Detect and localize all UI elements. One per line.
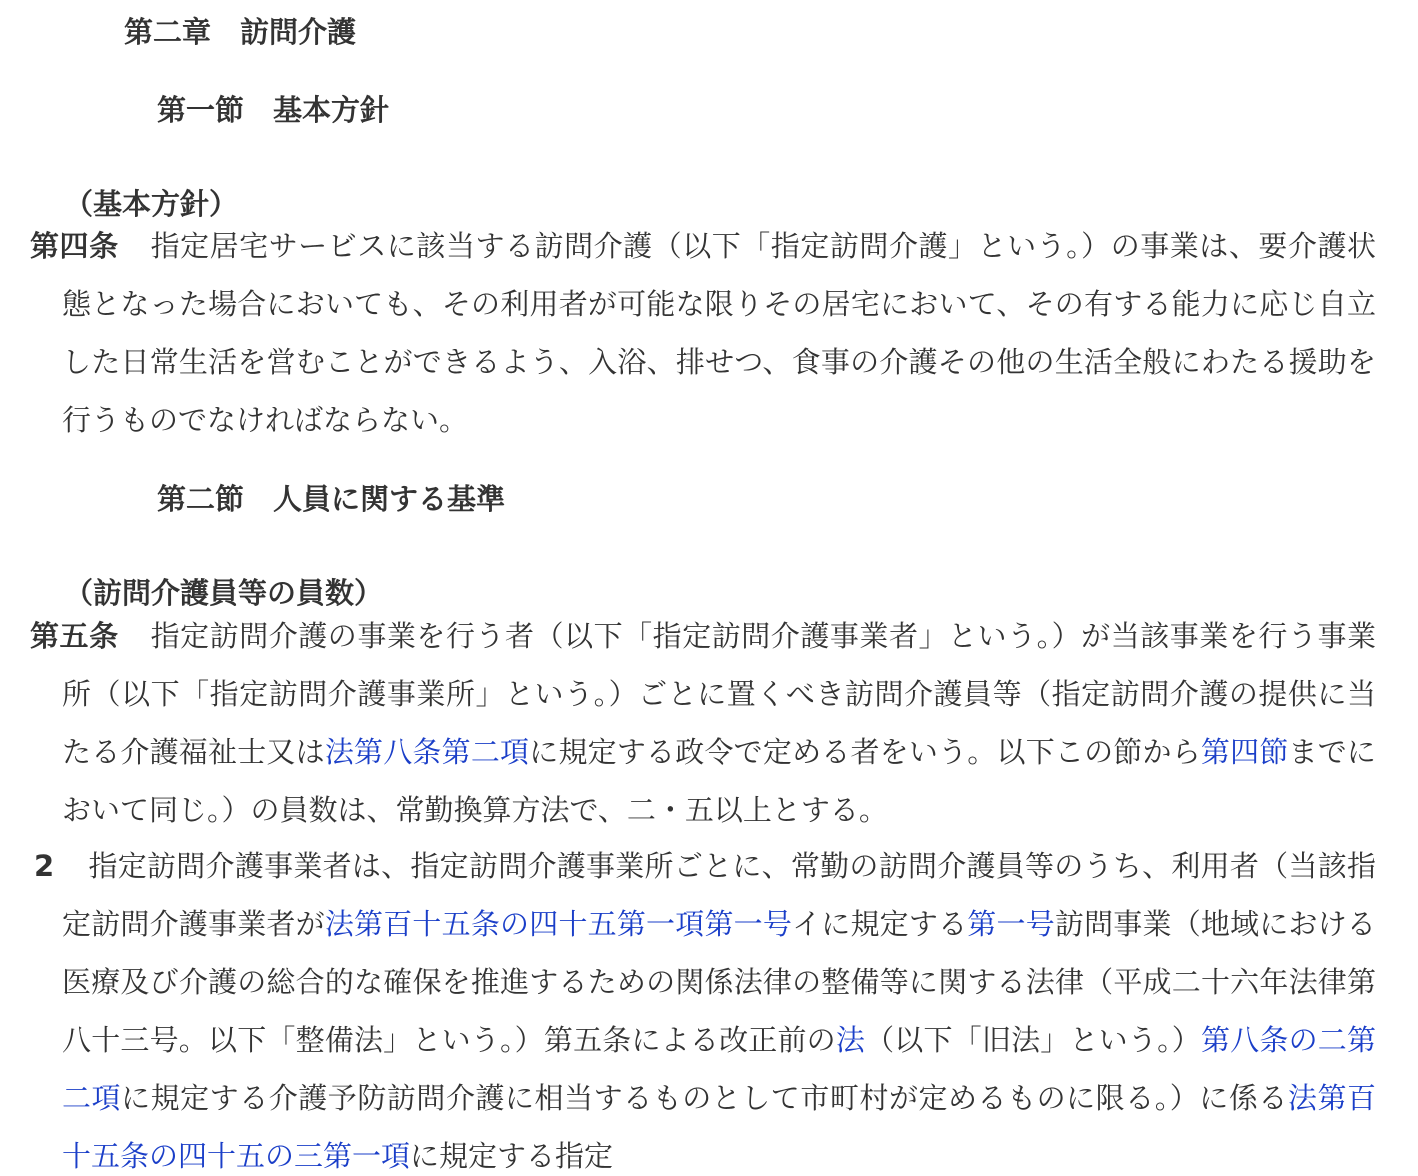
article-5	[30, 607, 1376, 839]
article-5-paragraph-2	[30, 837, 1376, 1176]
article-4	[30, 217, 1376, 449]
paragraph-text: に規定する介護予防訪問介護に相当するものとして市町村が定めるものに限る。）に係る	[121, 1081, 1288, 1115]
law-reference-link[interactable]: 法第百十五条の四十五の三第一項	[62, 1081, 1376, 1173]
article-4-text: 指定居宅サービスに該当する訪問介護（以下「指定訪問介護」という。）の事業は、要介護状態となった場合においても、その利用者が可能な限りその居宅において、その有する能力に応じ自立した日常生活を営むことができるよう、入浴、排せつ、食事の介護その他の生活全般にわたる援助を行うものでなければならない。	[62, 229, 1376, 437]
article-5-text: 指定訪問介護の事業を行う者（以下「指定訪問介護事業者」という。）が当該事業を行う事業所（以下「指定訪問介護事業所」という。）ごとに置くべき訪問介護員等（指定訪問介護の提供に当たる介護福祉士又は	[62, 619, 1376, 769]
article-5-text: に規定する政令で定める者をいう。以下この節から	[529, 735, 1201, 769]
section-heading-2: 第二節 人員に関する基準	[157, 482, 506, 516]
item-reference-link[interactable]: 第一号	[967, 907, 1055, 941]
article-4-number: 第四条	[30, 229, 119, 263]
law-reference-link[interactable]: 法第八条第二項	[324, 735, 530, 769]
section-reference-link[interactable]: 第四節	[1200, 735, 1289, 769]
paragraph-number: 2	[34, 849, 55, 883]
law-reference-link[interactable]: 法	[835, 1023, 866, 1057]
paragraph-text: （以下「旧法」という。）	[865, 1023, 1201, 1057]
chapter-heading: 第二章 訪問介護	[124, 15, 357, 49]
paragraph-text: 指定訪問介護事業者は、指定訪問介護事業所ごとに、常勤の訪問介護員等のうち、利用者（当該指定訪問介護事業者が	[62, 849, 1376, 941]
article-4-caption: （基本方針）	[64, 187, 239, 221]
paragraph-text: 訪問事業（地域における医療及び介護の総合的な確保を推進するための関係法律の整備等に関する法律（平成二十六年法律第八十三号。以下「整備法」という。）第五条による改正前の	[62, 907, 1376, 1057]
law-reference-link[interactable]: 法第百十五条の四十五第一項第一号	[324, 907, 793, 941]
paragraph-text: イに規定する	[792, 907, 968, 941]
law-reference-link[interactable]: 第八条の二第二項	[62, 1023, 1376, 1115]
article-5-caption: （訪問介護員等の員数）	[64, 576, 384, 610]
paragraph-text: に規定する指定	[410, 1139, 614, 1173]
section-heading-1: 第一節 基本方針	[157, 93, 390, 127]
article-5-number: 第五条	[30, 619, 119, 653]
article-5-text: までにおいて同じ。）の員数は、常勤換算方法で、二・五以上とする。	[62, 735, 1376, 827]
